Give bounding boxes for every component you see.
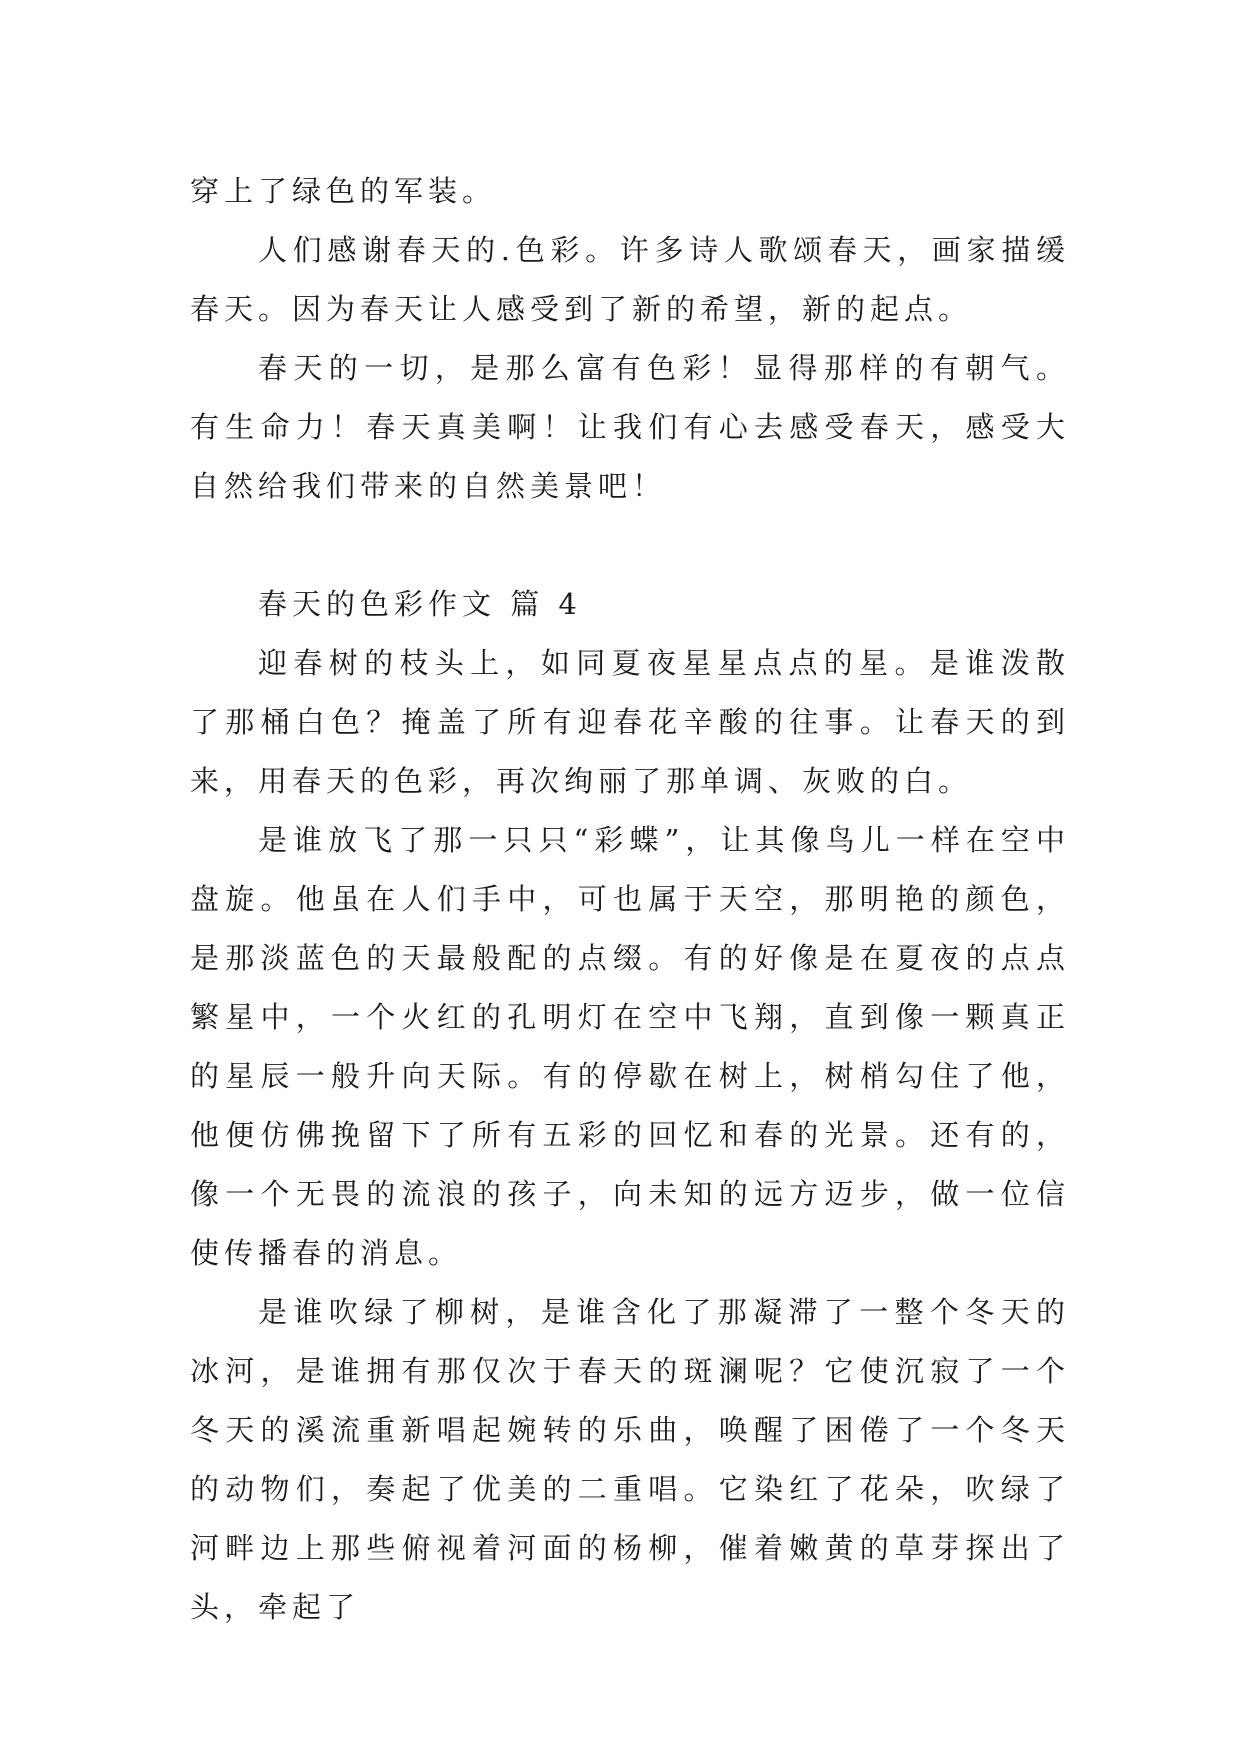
document-body [190,162,1070,1637]
paragraph: 是谁放飞了那一只只“彩蝶”，让其像鸟儿一样在空中盘旋。他虽在人们手中，可也属于天空，那明艳的颜色，是那淡蓝色的天最般配的点缀。有的好像是在夏夜的点点繁星中，一个火红的孔明灯在空中飞翔，直到像一颗真正的星辰一般升向天际。有的停歇在树上，树梢勾住了他，他便仿佛挽留下了所有五彩的回忆和春的光景。还有的，像一个无畏的流浪的孩子，向未知的远方迈步，做一位信使传播春的消息。 [190,823,1070,1270]
section-title: 春天的色彩作文 篇 4 [258,587,582,621]
paragraph: 迎春树的枝头上，如同夏夜星星点点的星。是谁泼散了那桶白色？掩盖了所有迎春花辛酸的往事。让春天的到来，用春天的色彩，再次绚丽了那单调、灰败的白。 [190,646,1070,798]
paragraph-spacer [190,516,1070,575]
paragraph: 是谁吹绿了柳树，是谁含化了那凝滞了一整个冬天的冰河，是谁拥有那仅次于春天的斑澜呢？它使沉寂了一个冬天的溪流重新唱起婉转的乐曲，唤醒了困倦了一个冬天的动物们，奏起了优美的二重唱。它染红了花朵，吹绿了河畔边上那些俯视着河面的杨柳，催着嫩黄的草芽探出了头，牵起了 [190,1295,1070,1624]
paragraph: 春天的一切，是那么富有色彩！显得那样的有朝气。有生命力！春天真美啊！让我们有心去感受春天，感受大自然给我们带来的自然美景吧！ [190,351,1070,503]
paragraph: 人们感谢春天的.色彩。许多诗人歌颂春天，画家描缓春天。因为春天让人感受到了新的希望，新的起点。 [190,233,1070,326]
paragraph: 穿上了绿色的军装。 [190,174,497,208]
